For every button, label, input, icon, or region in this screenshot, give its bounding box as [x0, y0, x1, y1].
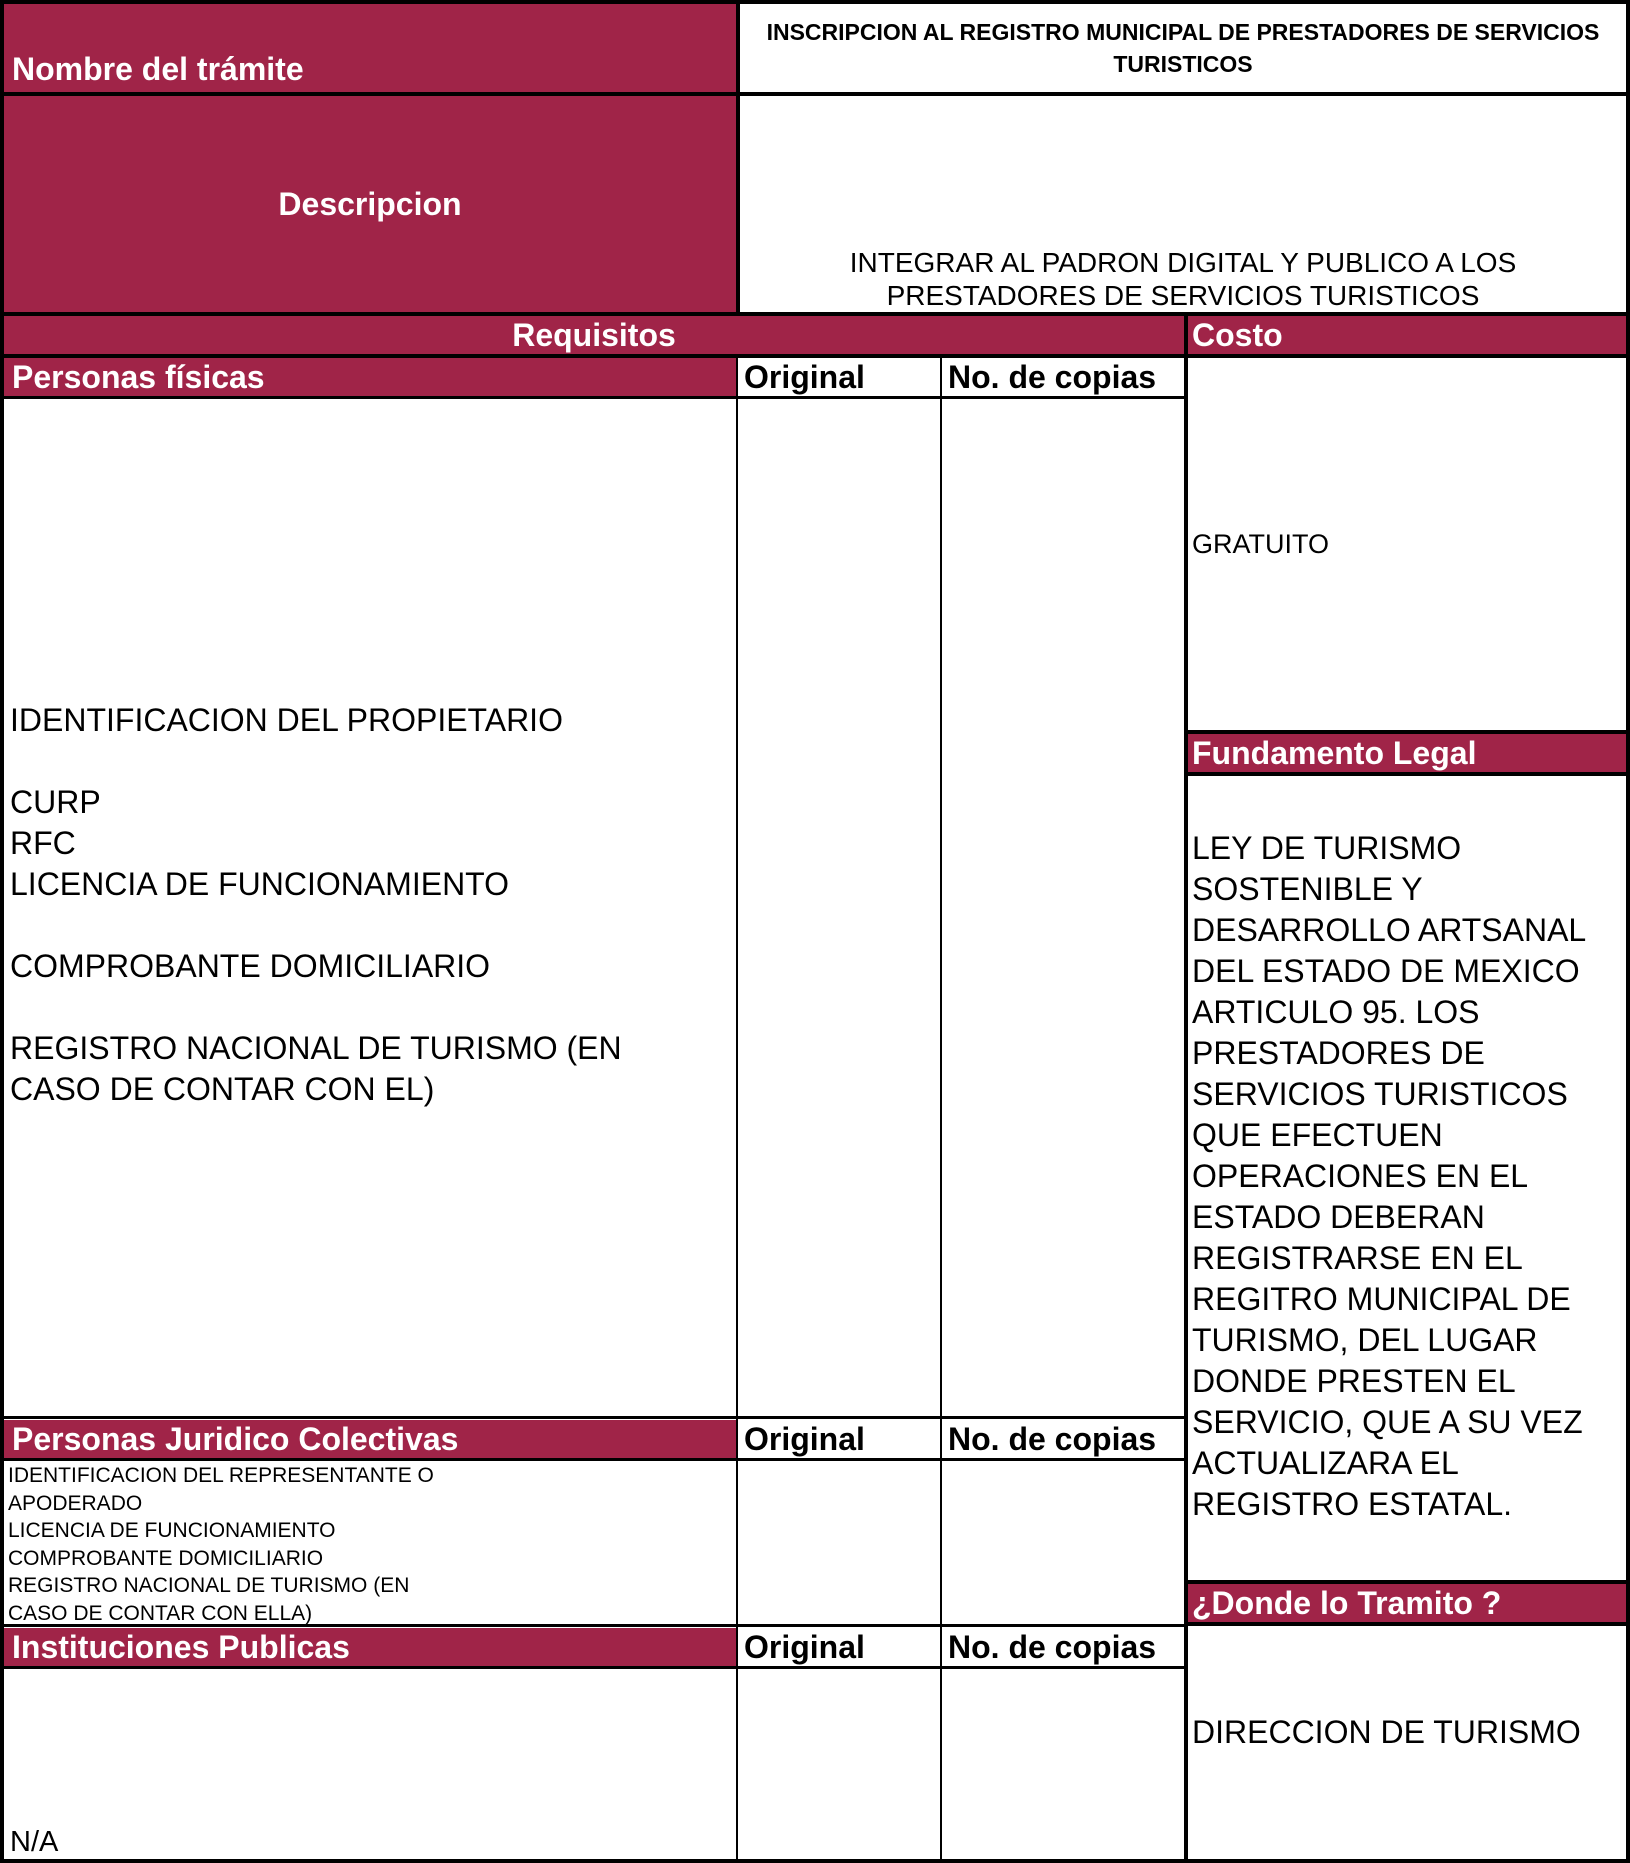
list-item: LICENCIA DE FUNCIONAMIENTO	[8, 1519, 336, 1542]
nombre-tramite-label: Nombre del trámite	[4, 4, 736, 92]
legal-line: ESTADO DEBERAN	[1192, 1199, 1485, 1235]
list-item: APODERADO	[8, 1491, 143, 1515]
requisitos-title: Requisitos	[4, 316, 1184, 354]
legal-line: DONDE PRESTEN EL	[1192, 1363, 1516, 1399]
fisicas-requisitos-list	[10, 700, 736, 1110]
donde-tramito-title: ¿Donde lo Tramito ?	[1188, 1584, 1626, 1622]
legal-line: REGITRO MUNICIPAL DE	[1192, 1281, 1571, 1317]
legal-line: OPERACIONES EN EL	[1192, 1158, 1529, 1194]
costo-value: GRATUITO	[1192, 528, 1330, 559]
juridicas-original-header: Original	[744, 1420, 865, 1457]
legal-line: REGISTRO ESTATAL.	[1192, 1486, 1513, 1522]
divider	[0, 312, 1630, 316]
fisicas-requisitos-cell	[4, 400, 736, 1416]
border-left	[0, 0, 4, 1863]
divider	[1188, 730, 1630, 734]
list-item: CURP	[10, 784, 101, 820]
divider	[0, 1666, 1184, 1669]
instituciones-copias-header: No. de copias	[948, 1628, 1157, 1665]
list-item: REGISTRO NACIONAL DE TURISMO (EN	[8, 1574, 410, 1597]
divider	[0, 1458, 1184, 1461]
legal-line: PRESTADORES DE	[1192, 1035, 1485, 1071]
list-item: REGISTRO NACIONAL DE TURISMO (EN CASO DE CONTAR CON EL)	[10, 1030, 622, 1107]
divider	[1188, 1580, 1630, 1584]
divider	[0, 354, 1630, 358]
divider	[0, 396, 1184, 399]
fisicas-original-header: Original	[744, 358, 865, 395]
divider	[736, 358, 738, 1863]
fundamento-legal-list	[1192, 828, 1626, 1525]
legal-line: DEL ESTADO DE MEXICO	[1192, 953, 1580, 989]
divider	[0, 92, 1630, 96]
list-item: COMPROBANTE DOMICILIARIO	[8, 1546, 324, 1570]
legal-line: SERVICIO, QUE A SU VEZ	[1192, 1404, 1583, 1440]
legal-line: REGISTRARSE EN EL	[1192, 1240, 1523, 1276]
legal-line: TURISMO, DEL LUGAR	[1192, 1322, 1538, 1358]
divider	[0, 1416, 1184, 1419]
legal-line: LEY DE TURISMO	[1192, 830, 1462, 866]
juridicas-copias-header: No. de copias	[948, 1420, 1157, 1457]
divider	[1188, 1622, 1630, 1626]
legal-line: SERVICIOS TURISTICOS	[1192, 1076, 1568, 1112]
instituciones-valor-cell: N/A	[10, 1826, 59, 1858]
donde-tramito-value: DIRECCION DE TURISMO	[1192, 1714, 1581, 1750]
nombre-tramite-value: INSCRIPCION AL REGISTRO MUNICIPAL DE PRESTADORES DE SERVICIOS TURISTICOS	[766, 19, 1600, 77]
list-item: CASO DE CONTAR CON ELLA)	[8, 1601, 313, 1624]
legal-line: ARTICULO 95. LOS	[1192, 994, 1480, 1030]
divider	[1184, 316, 1188, 1863]
legal-line: DESARROLLO ARTSANAL	[1192, 912, 1587, 948]
juridicas-requisitos-cell	[4, 1462, 736, 1624]
divider	[736, 0, 740, 316]
descripcion-label: Descripcion	[4, 96, 736, 312]
border-bottom	[0, 1859, 1630, 1863]
divider	[1188, 772, 1630, 776]
legal-line: QUE EFECTUEN	[1192, 1117, 1443, 1153]
costo-title: Costo	[1188, 316, 1626, 354]
juridicas-requisitos-list	[8, 1462, 736, 1624]
list-item: IDENTIFICACION DEL REPRESENTANTE O	[8, 1464, 434, 1487]
descripcion-value: INTEGRAR AL PADRON DIGITAL Y PUBLICO A LOS PRESTADORES DE SERVICIOS TURISTICOS	[849, 247, 1517, 311]
personas-fisicas-title: Personas físicas	[4, 358, 736, 396]
divider	[0, 1624, 1184, 1627]
instituciones-publicas-title: Instituciones Publicas	[4, 1628, 736, 1666]
border-top	[0, 0, 1630, 4]
legal-line: SOSTENIBLE Y	[1192, 871, 1423, 907]
list-item: RFC	[10, 825, 76, 861]
divider	[940, 358, 942, 1863]
instituciones-original-header: Original	[744, 1628, 865, 1665]
personas-juridicas-title: Personas Juridico Colectivas	[4, 1420, 736, 1458]
list-item: IDENTIFICACION DEL PROPIETARIO	[10, 702, 563, 738]
fundamento-legal-title: Fundamento Legal	[1188, 734, 1626, 772]
list-item: LICENCIA DE FUNCIONAMIENTO	[10, 866, 510, 902]
legal-line: ACTUALIZARA EL	[1192, 1445, 1459, 1481]
list-item: COMPROBANTE DOMICILIARIO	[10, 948, 491, 984]
fundamento-legal-value	[1188, 776, 1626, 1580]
fisicas-copias-header: No. de copias	[948, 358, 1157, 395]
